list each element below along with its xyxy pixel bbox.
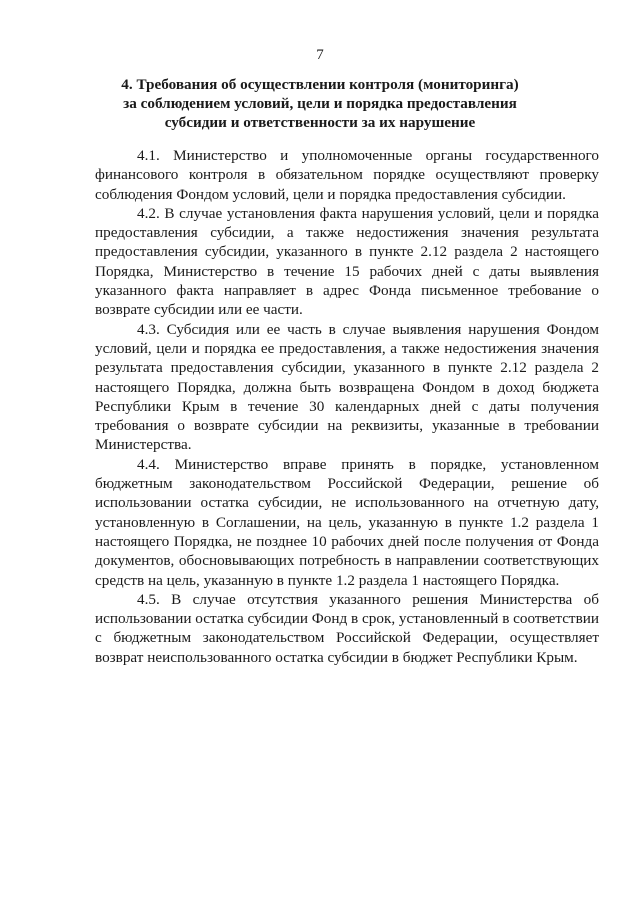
paragraph-4-2: 4.2. В случае установления факта нарушения условий, цели и порядка предоставления субсидии, а также недостижения значения результата предоставления субсидии, указанного в пункте 2.12 раздела 2 настоящего Порядка, Министерство в течение 15 рабочих дней с даты выявления указанного факта направляет в адрес Фонда письменное требование о возврате субсидии или ее части. bbox=[95, 204, 599, 319]
page-number: 7 bbox=[316, 47, 324, 63]
section-body bbox=[95, 146, 599, 667]
paragraph-4-1: 4.1. Министерство и уполномоченные органы государственного финансового контроля в обязательном порядке осуществляют проверку соблюдения Фондом условий, цели и порядка предоставления субсидии. bbox=[95, 147, 599, 203]
section-heading bbox=[86, 75, 554, 132]
paragraph-4-4: 4.4. Министерство вправе принять в порядке, установленном бюджетным законодательством Российской Федерации, решение об использовании остатка субсидии, не использованного на отчетную дату, установленную в Соглашении, на цель, указанную в пункте 1.2 раздела 1 настоящего Порядка, не позднее 10 рабочих дней после получения от Фонда документов, обосновывающих потребность в направлении соответствующих средств на цель, указанную в пункте 1.2 раздела 1 настоящего Порядка. bbox=[95, 455, 599, 589]
paragraph-4-3: 4.3. Субсидия или ее часть в случае выявления нарушения Фондом условий, цели и порядка ее предоставления, а также недостижения значения результата предоставления субсидии, указанного в пункте 2.12 раздела 2 настоящего Порядка, должна быть возвращена Фондом в доход бюджета Республики Крым в течение 30 календарных дней с даты получения требования о возврате субсидии на реквизиты, указанные в требовании Министерства. bbox=[95, 320, 599, 454]
paragraph-4-5: 4.5. В случае отсутствия указанного решения Министерства об использовании остатка субсидии Фонд в срок, установленный в соответствии с бюджетным законодательством Российской Федерации, осуществляет возврат неиспользованного остатка субсидии в бюджет Республики Крым. bbox=[95, 590, 599, 666]
heading-line: за соблюдением условий, цели и порядка предоставления bbox=[123, 95, 517, 112]
heading-line: 4. Требования об осуществлении контроля (мониторинга) bbox=[121, 76, 519, 93]
heading-line: субсидии и ответственности за их нарушение bbox=[164, 114, 476, 131]
